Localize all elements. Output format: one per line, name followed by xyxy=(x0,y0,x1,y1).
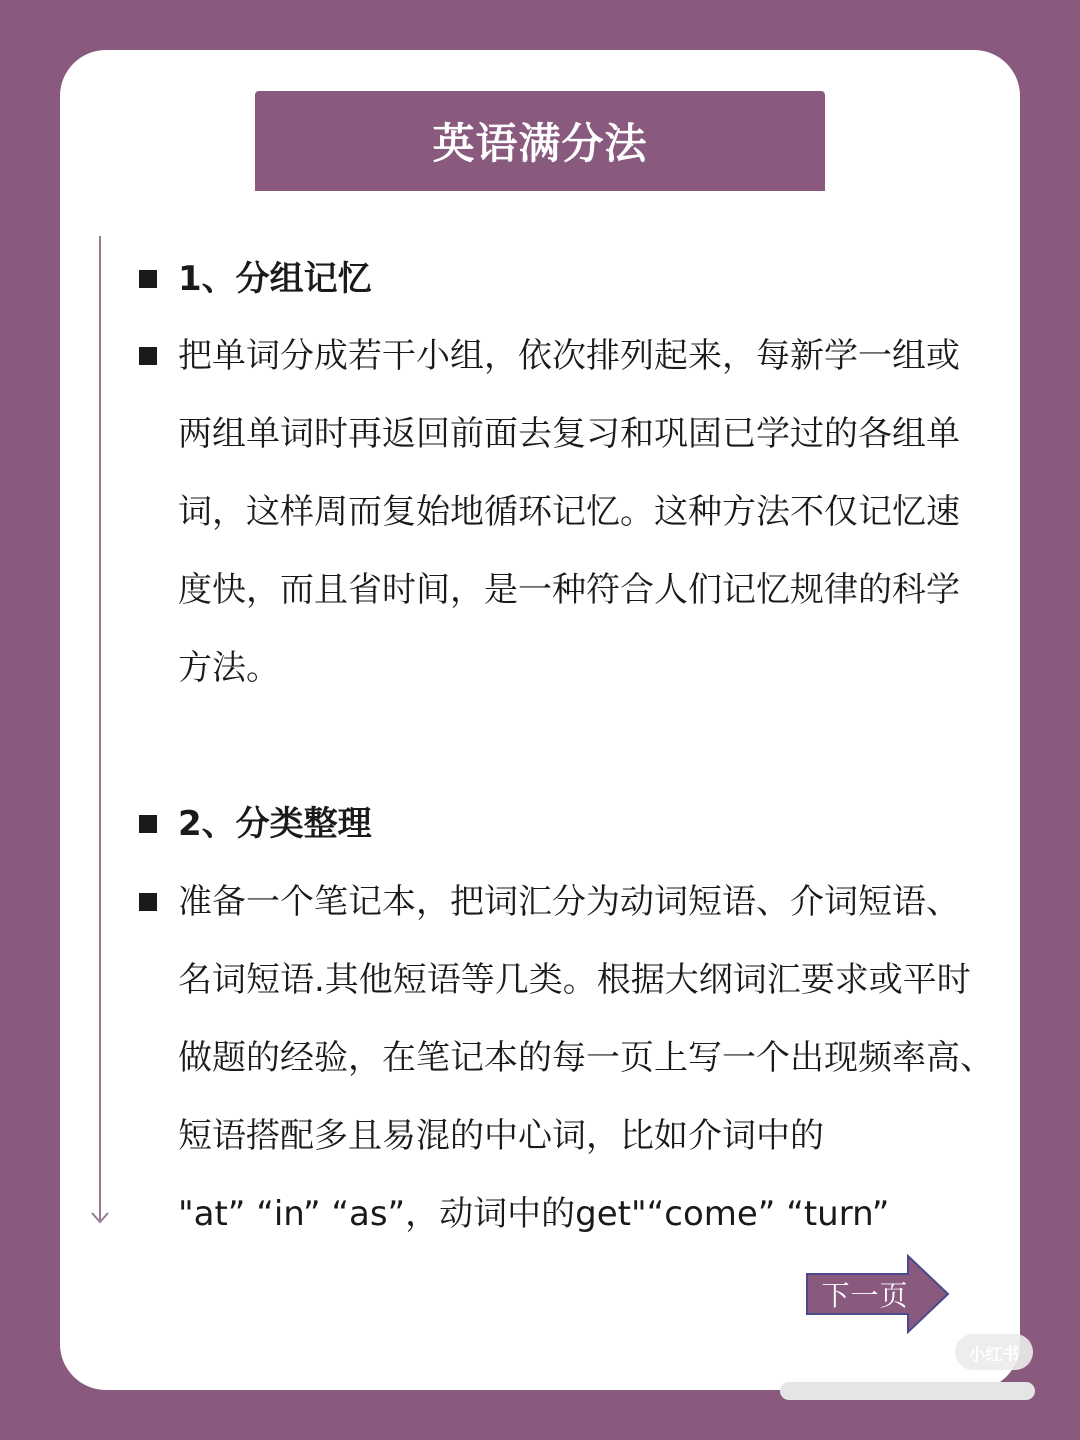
paragraph-line: 方法。 xyxy=(178,648,280,688)
next-page-label: 下一页 xyxy=(821,1279,909,1312)
paragraph-line: 度快，而且省时间，是一种符合人们记忆规律的科学 xyxy=(178,570,960,610)
square-bullet-icon xyxy=(139,815,157,833)
paragraph-line: "at” “in” “as”，动词中的get"“come” “turn” xyxy=(178,1194,890,1234)
paragraph-line: 做题的经验，在笔记本的每一页上写一个出现频率高、 xyxy=(178,1038,994,1078)
section-paragraph xyxy=(178,317,960,707)
arrow-down-icon xyxy=(89,1206,111,1228)
paragraph-line: 短语搭配多且易混的中心词，比如介词中的 xyxy=(178,1116,824,1156)
watermark-logo: 小红书 xyxy=(955,1334,1033,1370)
paragraph-line: 词，这样周而复始地循环记忆。这种方法不仅记忆速 xyxy=(178,492,960,532)
scroll-guide-line xyxy=(99,236,101,1220)
page-title: 英语满分法 xyxy=(255,91,825,191)
square-bullet-icon xyxy=(139,270,157,288)
next-page-button[interactable] xyxy=(806,1254,950,1334)
square-bullet-icon xyxy=(139,893,157,911)
section-heading: 1、分组记忆 xyxy=(178,259,372,299)
square-bullet-icon xyxy=(139,347,157,365)
paragraph-line: 名词短语.其他短语等几类。根据大纲词汇要求或平时 xyxy=(178,960,971,1000)
section-heading: 2、分类整理 xyxy=(178,804,372,844)
section-paragraph xyxy=(178,863,994,1253)
paragraph-line: 两组单词时再返回前面去复习和巩固已学过的各组单 xyxy=(178,414,960,454)
paragraph-line: 把单词分成若干小组，依次排列起来，每新学一组或 xyxy=(178,336,960,376)
blurred-user-id xyxy=(780,1382,1035,1400)
paragraph-line: 准备一个笔记本，把词汇分为动词短语、介词短语、 xyxy=(178,882,960,922)
